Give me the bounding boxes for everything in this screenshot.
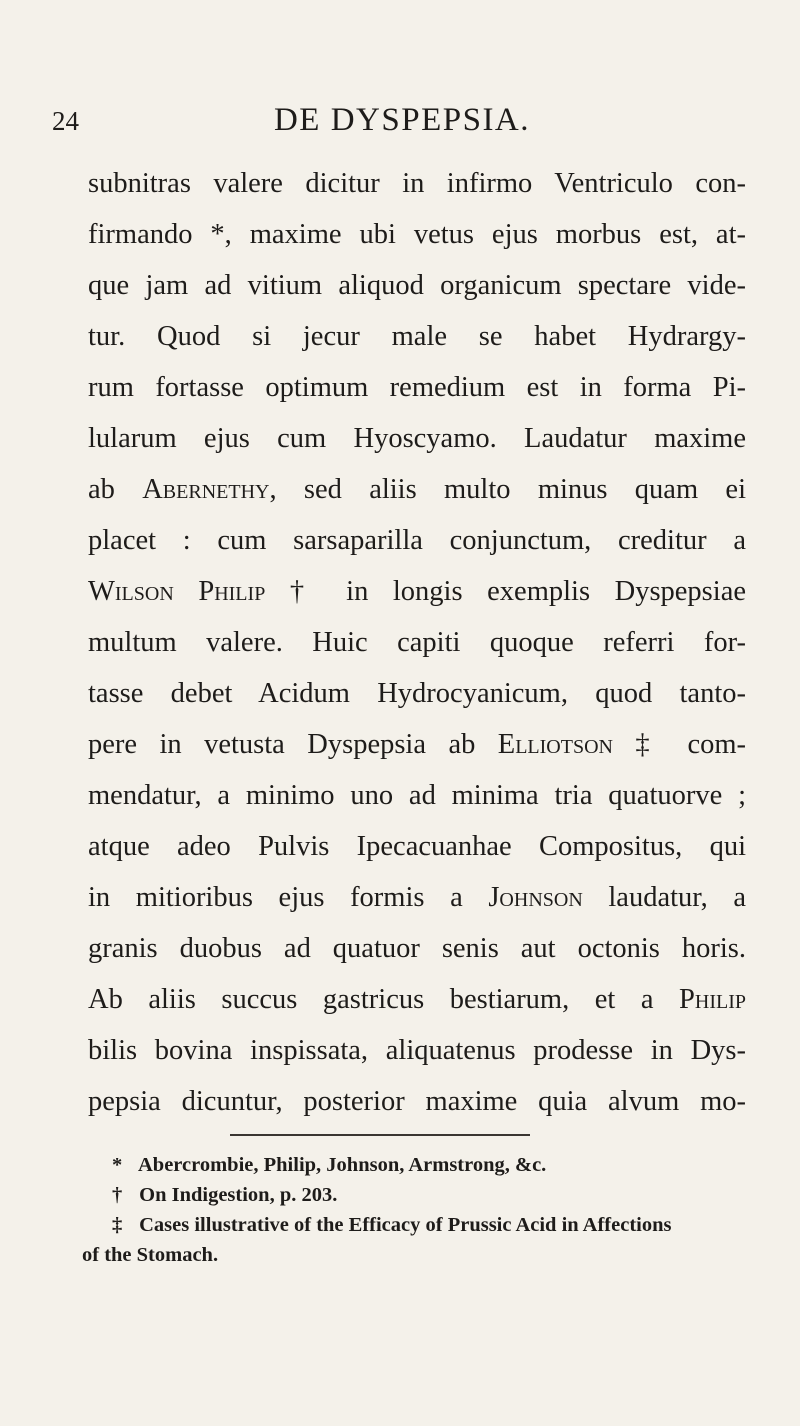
footnote-continuation xyxy=(82,1240,772,1270)
text-line: atque adeo Pulvis Ipecacuanhae Compositus, qui xyxy=(88,831,746,862)
text-line: rum fortasse optimum remedium est in forma Pi- xyxy=(88,372,746,403)
author-name: Philip xyxy=(679,984,746,1015)
text-line: firmando *, maxime ubi vetus ejus morbus est, at- xyxy=(88,219,746,250)
line-text: laudatur, a xyxy=(582,882,747,913)
author-name: Wilson Philip xyxy=(88,576,266,607)
footnote-mark: * xyxy=(112,1154,123,1176)
footnote-mark: ‡ xyxy=(112,1214,123,1236)
footnote xyxy=(82,1180,772,1210)
footnote-text: On Indigestion, p. 203. xyxy=(139,1184,338,1206)
author-name: Elliotson xyxy=(497,729,613,760)
line-text: in mitioribus ejus formis a xyxy=(88,882,489,913)
footnote xyxy=(82,1210,772,1240)
footnote xyxy=(82,1150,772,1180)
text-line xyxy=(88,974,746,1025)
line-text: , sed aliis multo minus quam ei xyxy=(269,474,746,505)
text-line xyxy=(88,872,746,923)
line-text: Ab aliis succus gastricus bestiarum, et a xyxy=(88,984,680,1015)
line-text: pere in vetusta Dyspepsia ab xyxy=(88,729,498,760)
author-name: Johnson xyxy=(488,882,583,913)
text-line: tur. Quod si jecur male se habet Hydrargy- xyxy=(88,321,746,352)
footnote-text: Cases illustrative of the Efficacy of Prussic Acid in Affections xyxy=(139,1214,672,1236)
text-line: mendatur, a minimo uno ad minima tria quatuorve ; xyxy=(88,780,746,811)
footnote-text: of the Stomach. xyxy=(82,1244,219,1266)
text-line xyxy=(88,719,746,770)
text-line: pepsia dicuntur, posterior maxime quia alvum mo- xyxy=(88,1086,746,1117)
author-name: Abernethy xyxy=(142,474,270,505)
text-line: subnitras valere dicitur in infirmo Ventriculo con- xyxy=(88,168,746,199)
text-line: lularum ejus cum Hyoscyamo. Laudatur maxime xyxy=(88,423,746,454)
text-line: placet : cum sarsaparilla conjunctum, creditur a xyxy=(88,525,746,556)
line-text: † in longis exemplis Dyspepsiae xyxy=(265,576,746,607)
text-line: multum valere. Huic capiti quoque referri for- xyxy=(88,627,746,658)
text-line xyxy=(88,464,746,515)
text-line xyxy=(88,566,746,617)
footnote-mark: † xyxy=(112,1184,123,1206)
footnote-divider xyxy=(230,1134,530,1136)
main-text xyxy=(88,158,746,1127)
line-text: ab xyxy=(88,474,115,505)
page-number: 24 xyxy=(52,106,79,136)
text-line: granis duobus ad quatuor senis aut octonis horis. xyxy=(88,933,746,964)
page-header xyxy=(52,102,752,156)
text-line: que jam ad vitium aliquod organicum spectare vide- xyxy=(88,270,746,301)
line-text: ‡ com- xyxy=(612,729,746,760)
text-line: tasse debet Acidum Hydrocyanicum, quod tanto- xyxy=(88,678,746,709)
footnote-text: Abercrombie, Philip, Johnson, Armstrong, &c. xyxy=(138,1154,547,1176)
running-title: DE DYSPEPSIA. xyxy=(273,102,531,138)
footnotes xyxy=(82,1150,772,1270)
text-line: bilis bovina inspissata, aliquatenus prodesse in Dys- xyxy=(88,1035,746,1066)
